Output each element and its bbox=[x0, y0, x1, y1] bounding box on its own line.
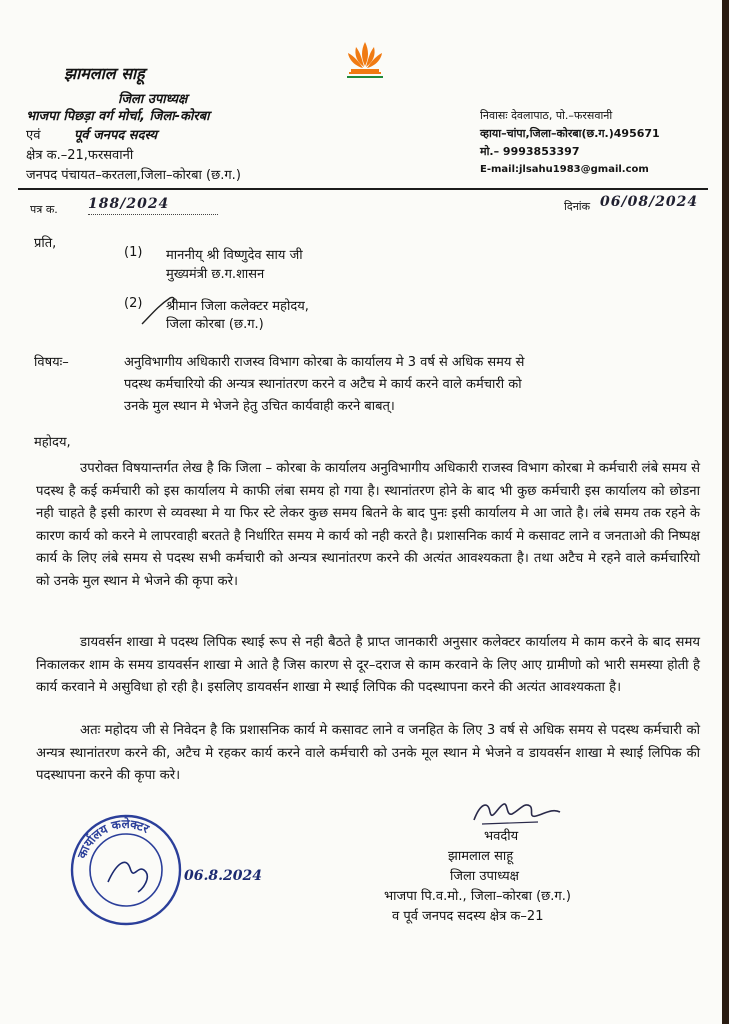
closing: भवदीय bbox=[484, 829, 519, 844]
address-line-1: निवासः देवलापाठ, पो.–फरसवानी bbox=[480, 109, 613, 122]
ref-number: 188/2024 bbox=[88, 196, 170, 212]
salutation: महोदय, bbox=[34, 435, 71, 450]
mobile-number: मो.– 9993853397 bbox=[480, 145, 580, 158]
svg-text:कार्यालय कलेक्टर bbox=[74, 817, 152, 862]
signer-former: व पूर्व जनपद सदस्य क्षेत्र क–21 bbox=[392, 909, 544, 924]
ref-underline bbox=[88, 214, 218, 215]
handwritten-signature bbox=[468, 794, 564, 830]
date-label: दिनांक bbox=[564, 200, 591, 213]
ref-label: पत्र क. bbox=[30, 203, 58, 216]
stamp-text: कार्यालय कलेक्टर bbox=[74, 816, 152, 861]
signer-designation: जिला उपाध्यक्ष bbox=[450, 869, 519, 884]
pen-tick-mark bbox=[140, 294, 180, 330]
sender-name: झामलाल साहू bbox=[64, 64, 145, 83]
date-value: 06/08/2024 bbox=[600, 194, 699, 210]
recipient-2-number: (2) bbox=[124, 296, 143, 311]
sender-block: जनपद पंचायत–करतला,जिला–कोरबा (छ.ग.) bbox=[26, 168, 241, 183]
recipient-1-number: (1) bbox=[124, 245, 143, 260]
subject-line-3: उनके मुल स्थान मे भेजने हेतु उचित कार्यवाही करने बाबत्। bbox=[124, 399, 395, 414]
email-address: E-mail:jlsahu1983@gmail.com bbox=[480, 164, 649, 175]
recipient-2-name: श्रीमान जिला कलेक्टर महोदय, bbox=[166, 299, 309, 314]
signer-org: भाजपा पि.व.मो., जिला–कोरबा (छ.ग.) bbox=[384, 889, 571, 904]
to-label: प्रति, bbox=[34, 236, 57, 251]
stamp-date: 06.8.2024 bbox=[184, 868, 262, 884]
page-background-edge bbox=[722, 0, 729, 1024]
former-title: पूर्व जनपद सदस्य bbox=[74, 128, 158, 143]
body-paragraph-1: उपरोक्त विषयान्तर्गत लेख है कि जिला – कोरबा के कार्यालय अनुविभागीय अधिकारी राजस्व विभाग कोरबा मे कर्मचारी लंबे समय से पदस्थ है कई कर्मचारी को इस कार्यालय मे काफी लंबा समय हो गया है। स्थानांतरण होने के बाद भी कुछ कर्मचारी इस कार्यालय को छोडना नही चाहते है इसी कारण से व्यवस्था मे या फिर स्टे लेकर कुछ समय बितने के बाद पुनः इसी कार्यालय मे आ जाते है। लंबे समय तक रहने के कारण कार्य को करने मे लापरवाही बरतते है निर्धारित समय मे कार्य को नही करते है। प्रशासनिक कार्य मे कसावट लाने व जनताओ की निष्पक्ष कार्य के लिए लंबे समय से पदस्थ सभी कर्मचारी को अन्यत्र स्थानांतरण करने की अत्यंत आवश्यकता है। तथा अटैच मे रहने वाले कर्मचारियो को उनके मुल स्थान मे भेजने की कृपा करे। bbox=[36, 461, 700, 589]
sender-designation: जिला उपाध्यक्ष bbox=[118, 92, 188, 107]
sender-area: क्षेत्र क.–21,फरसवानी bbox=[26, 148, 134, 163]
body-paragraph-2: डायवर्सन शाखा मे पदस्थ लिपिक स्थाई रूप से नही बैठते है प्राप्त जानकारी अनुसार कलेक्टर कार्यालय मे काम करने के बाद समय निकालकर शाम के समय डायवर्सन शाखा मे आते है जिस कारण से दूर–दराज से काम करवाने के लिए आए ग्रामीणो को भारी समस्या होती है कार्य करवाने मे असुविधा हो रही है। इसलिए डायवर्सन शाखा मे स्थाई लिपिक की पदस्थापना करने की अत्यंत आवश्यकता है। bbox=[36, 635, 700, 695]
recipient-2-title: जिला कोरबा (छ.ग.) bbox=[166, 317, 264, 332]
sender-org: भाजपा पिछड़ा वर्ग मोर्चा, जिला-कोरबा bbox=[26, 109, 210, 124]
recipient-1-name: माननीय् श्री विष्णुदेव साय जी bbox=[166, 248, 303, 263]
subject-line-2: पदस्थ कर्मचारियो की अन्यत्र स्थानांतरण करने व अटैच मे कार्य करने वाले कर्मचारी को bbox=[124, 377, 522, 392]
recipient-1-title: मुख्यमंत्री छ.ग.शासन bbox=[166, 267, 265, 282]
lotus-logo-icon bbox=[343, 38, 387, 80]
former-prefix: एवं bbox=[26, 128, 41, 143]
body-paragraph-3: अतः महोदय जी से निवेदन है कि प्रशासनिक कार्य मे कसावट लाने व जनहित के लिए 3 वर्ष से अधिक समय से पदस्थ कर्मचारी को अन्यत्र स्थानांतरण करने की, अटैच मे रहकर कार्य करने वाले कर्मचारी को उनके मूल स्थान मे भेजने व डायवर्सन शाखा मे स्थाई लिपिक की पदस्थापना करने की कृपा करे। bbox=[36, 723, 700, 783]
signer-name: झामलाल साहू bbox=[448, 849, 514, 864]
address-line-2: व्हाया–चांपा,जिला–कोरबा(छ.ग.)495671 bbox=[480, 127, 660, 140]
header-divider bbox=[18, 188, 708, 190]
subject-line-1: अनुविभागीय अधिकारी राजस्व विभाग कोरबा के कार्यालय मे 3 वर्ष से अधिक समय से bbox=[124, 355, 525, 370]
subject-label: विषयः– bbox=[34, 355, 69, 370]
office-receipt-stamp bbox=[68, 812, 184, 928]
